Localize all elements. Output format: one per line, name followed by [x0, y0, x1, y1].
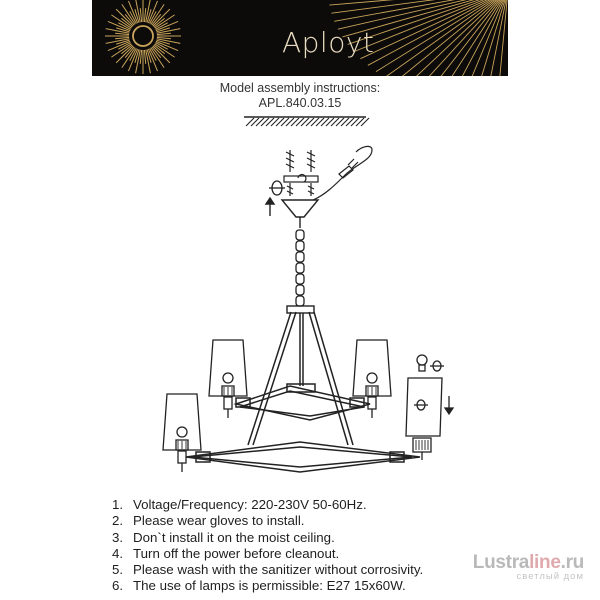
model-code: APL.840.03.15: [258, 96, 342, 110]
arrow-up-icon: [266, 198, 274, 216]
ceiling-hatch-icon: [244, 117, 369, 126]
instruction-list: [112, 497, 423, 595]
shade-install-detail: [406, 355, 453, 460]
brand-name: Aployt: [282, 26, 375, 59]
instruction-item: 5. Please wash with the sanitizer without corrosivity.: [112, 562, 424, 578]
instruction-item: 1. Voltage/Frequency: 220-230V 50-60Hz.: [112, 497, 367, 512]
mounting-bracket-icon: [284, 150, 318, 196]
frame-arms: [248, 312, 353, 445]
outer-ring: [186, 442, 420, 472]
instruction-item: 2. Please wear gloves to install.: [112, 513, 305, 529]
inner-ring: [236, 384, 370, 420]
chain: [296, 230, 304, 306]
instruction-item: 4. Turn off the power before cleanout.: [112, 545, 340, 561]
canopy: [282, 200, 318, 228]
wire-connector-icon: [313, 146, 372, 200]
top-hub: [287, 306, 314, 313]
arrow-down-icon: [445, 396, 453, 414]
watermark: Lustraline.ru светлый дом: [472, 552, 584, 582]
instructions-title: Model assembly instructions:: [219, 81, 381, 95]
instruction-item: 3. Don`t install it on the moist ceiling.: [112, 529, 335, 545]
rotate-icon: [414, 400, 428, 410]
instruction-item: 6. The use of lamps is permissible: E27 15x60W.: [112, 578, 406, 594]
rotate-icon: [269, 181, 285, 195]
rotate-icon: [430, 361, 444, 371]
